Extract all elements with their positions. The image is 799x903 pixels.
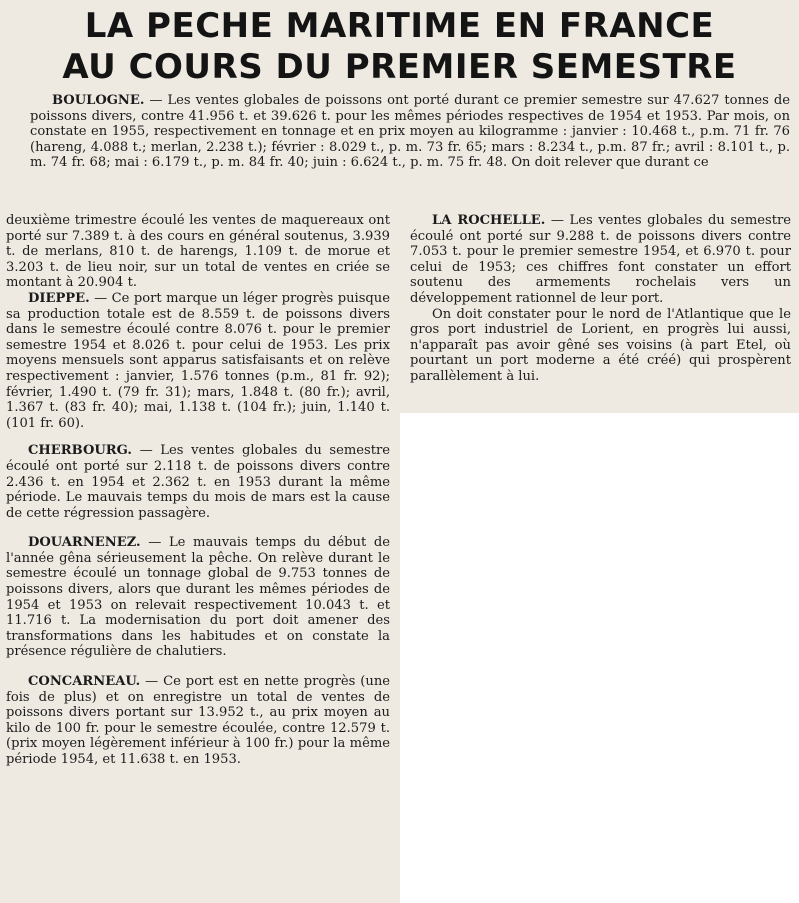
douarnenez-lead: DOUARNENEZ. bbox=[28, 535, 141, 551]
boulogne-intro bbox=[30, 93, 790, 171]
boulogne-paragraph bbox=[30, 93, 790, 171]
dieppe-paragraph bbox=[6, 291, 390, 431]
la-rochelle-paragraph bbox=[410, 213, 791, 307]
cherbourg-text: — Les ventes globales du semestre écoulé ont porté sur 2.118 t. de poissons divers contre 2.436 t. en 1954 et 2.362 t. en 1953 durant la même période. Le mauvais temps du mois de mars est la cause de cette régression passagère. bbox=[6, 443, 390, 521]
right-column bbox=[410, 213, 791, 385]
douarnenez-text: — Le mauvais temps du début de l'année gêna sérieusement la pêche. On relève durant le semestre écoulé un tonnage global de 9.753 tonnes de poissons divers, alors que durant les mêmes périodes de 1954 et 1953 on relevait respectivement 10.043 t. et 11.716 t. La modernisation du port doit amener des transformations dans les habitudes et on constate la présence régulière de chalutiers. bbox=[6, 535, 390, 660]
cherbourg-lead: CHERBOURG. bbox=[28, 443, 132, 459]
headline-line-2: AU COURS DU PREMIER SEMESTRE bbox=[62, 47, 737, 87]
atlantique-paragraph: On doit constater pour le nord de l'Atlantique que le gros port industriel de Lorient, en progrès lui aussi, n'apparaît pas avoir gêné ses voisins (à part Etel, où pourtant un port moderne a été créé) qui prospèrent parallèlement à lui. bbox=[410, 306, 791, 384]
cherbourg-paragraph bbox=[6, 443, 390, 521]
boulogne-continuation: deuxième trimestre écoulé les ventes de maquereaux ont porté sur 7.389 t. à des cours en général soutenus, 3.939 t. de merlans, 810 t. de harengs, 1.109 t. de morue et 3.203 t. de lieu noir, sur un total de ventes en criée se montant à 20.904 t. bbox=[6, 213, 390, 291]
concarneau-paragraph bbox=[6, 674, 390, 768]
boulogne-lead: BOULOGNE. bbox=[52, 93, 145, 108]
dieppe-text: — Ce port marque un léger progrès puisque sa production totale est de 8.559 t. de poissons divers dans le semestre écoulé contre 8.076 t. pour le premier semestre 1954 et 8.026 t. pour celui de 1953. Les prix moyens mensuels sont apparus satisfaisants et on relève respectivement : janvier, 1.576 tonnes (p.m., 81 fr. 92); février, 1.490 t. (79 fr. 31); mars, 1.848 t. (80 fr.); avril, 1.367 t. (83 fr. 40); mai, 1.138 t. (104 fr.); juin, 1.140 t. (101 fr. 60). bbox=[6, 290, 390, 431]
left-column bbox=[6, 213, 390, 768]
concarneau-text: — Ce port est en nette progrès (une fois de plus) et on enregistre un total de ventes de poissons divers portant sur 13.952 t., au prix moyen au kilo de 100 fr. pour le semestre écoulée, contre 12.579 t. (prix moyen légèrement inférieur à 100 fr.) pour la même période 1954, et 11.638 t. en 1953. bbox=[6, 674, 390, 767]
headline-line-1: LA PECHE MARITIME EN FRANCE bbox=[84, 6, 715, 46]
la-rochelle-text: — Les ventes globales du semestre écoulé ont porté sur 9.288 t. de poissons divers contre 7.053 t. pour le premier semestre 1954, et 6.970 t. pour celui de 1953; ces chiffres font constater un effort soutenu des armements rochelais vers un développement rationnel de leur port. bbox=[410, 213, 792, 306]
douarnenez-paragraph bbox=[6, 535, 390, 660]
dieppe-lead: DIEPPE. bbox=[28, 290, 90, 306]
boulogne-text: — Les ventes globales de poissons ont porté durant ce premier semestre sur 47.627 tonnes de poissons divers, contre 41.956 t. et 39.626 t. pour les mêmes périodes respectives de 1954 et 1953. Par mois, on constate en 1955, respectivement en tonnage et en prix moyen au kilogramme : janvier : 10.468 t., p.m. 71 fr. 76 (hareng, 4.088 t.; merlan, 2.238 t.); février : 8.029 t., p. m. 73 fr. 65; mars : 8.234 t., p.m. 87 fr.; avril : 8.101 t., p. m. 74 fr. 68; mai : 6.179 t., p. m. 84 fr. 40; juin : 6.624 t., p. m. 75 fr. 48. On doit relever que durant ce bbox=[30, 93, 790, 171]
concarneau-lead: CONCARNEAU. bbox=[28, 674, 141, 690]
la-rochelle-lead: LA ROCHELLE. bbox=[432, 213, 546, 228]
